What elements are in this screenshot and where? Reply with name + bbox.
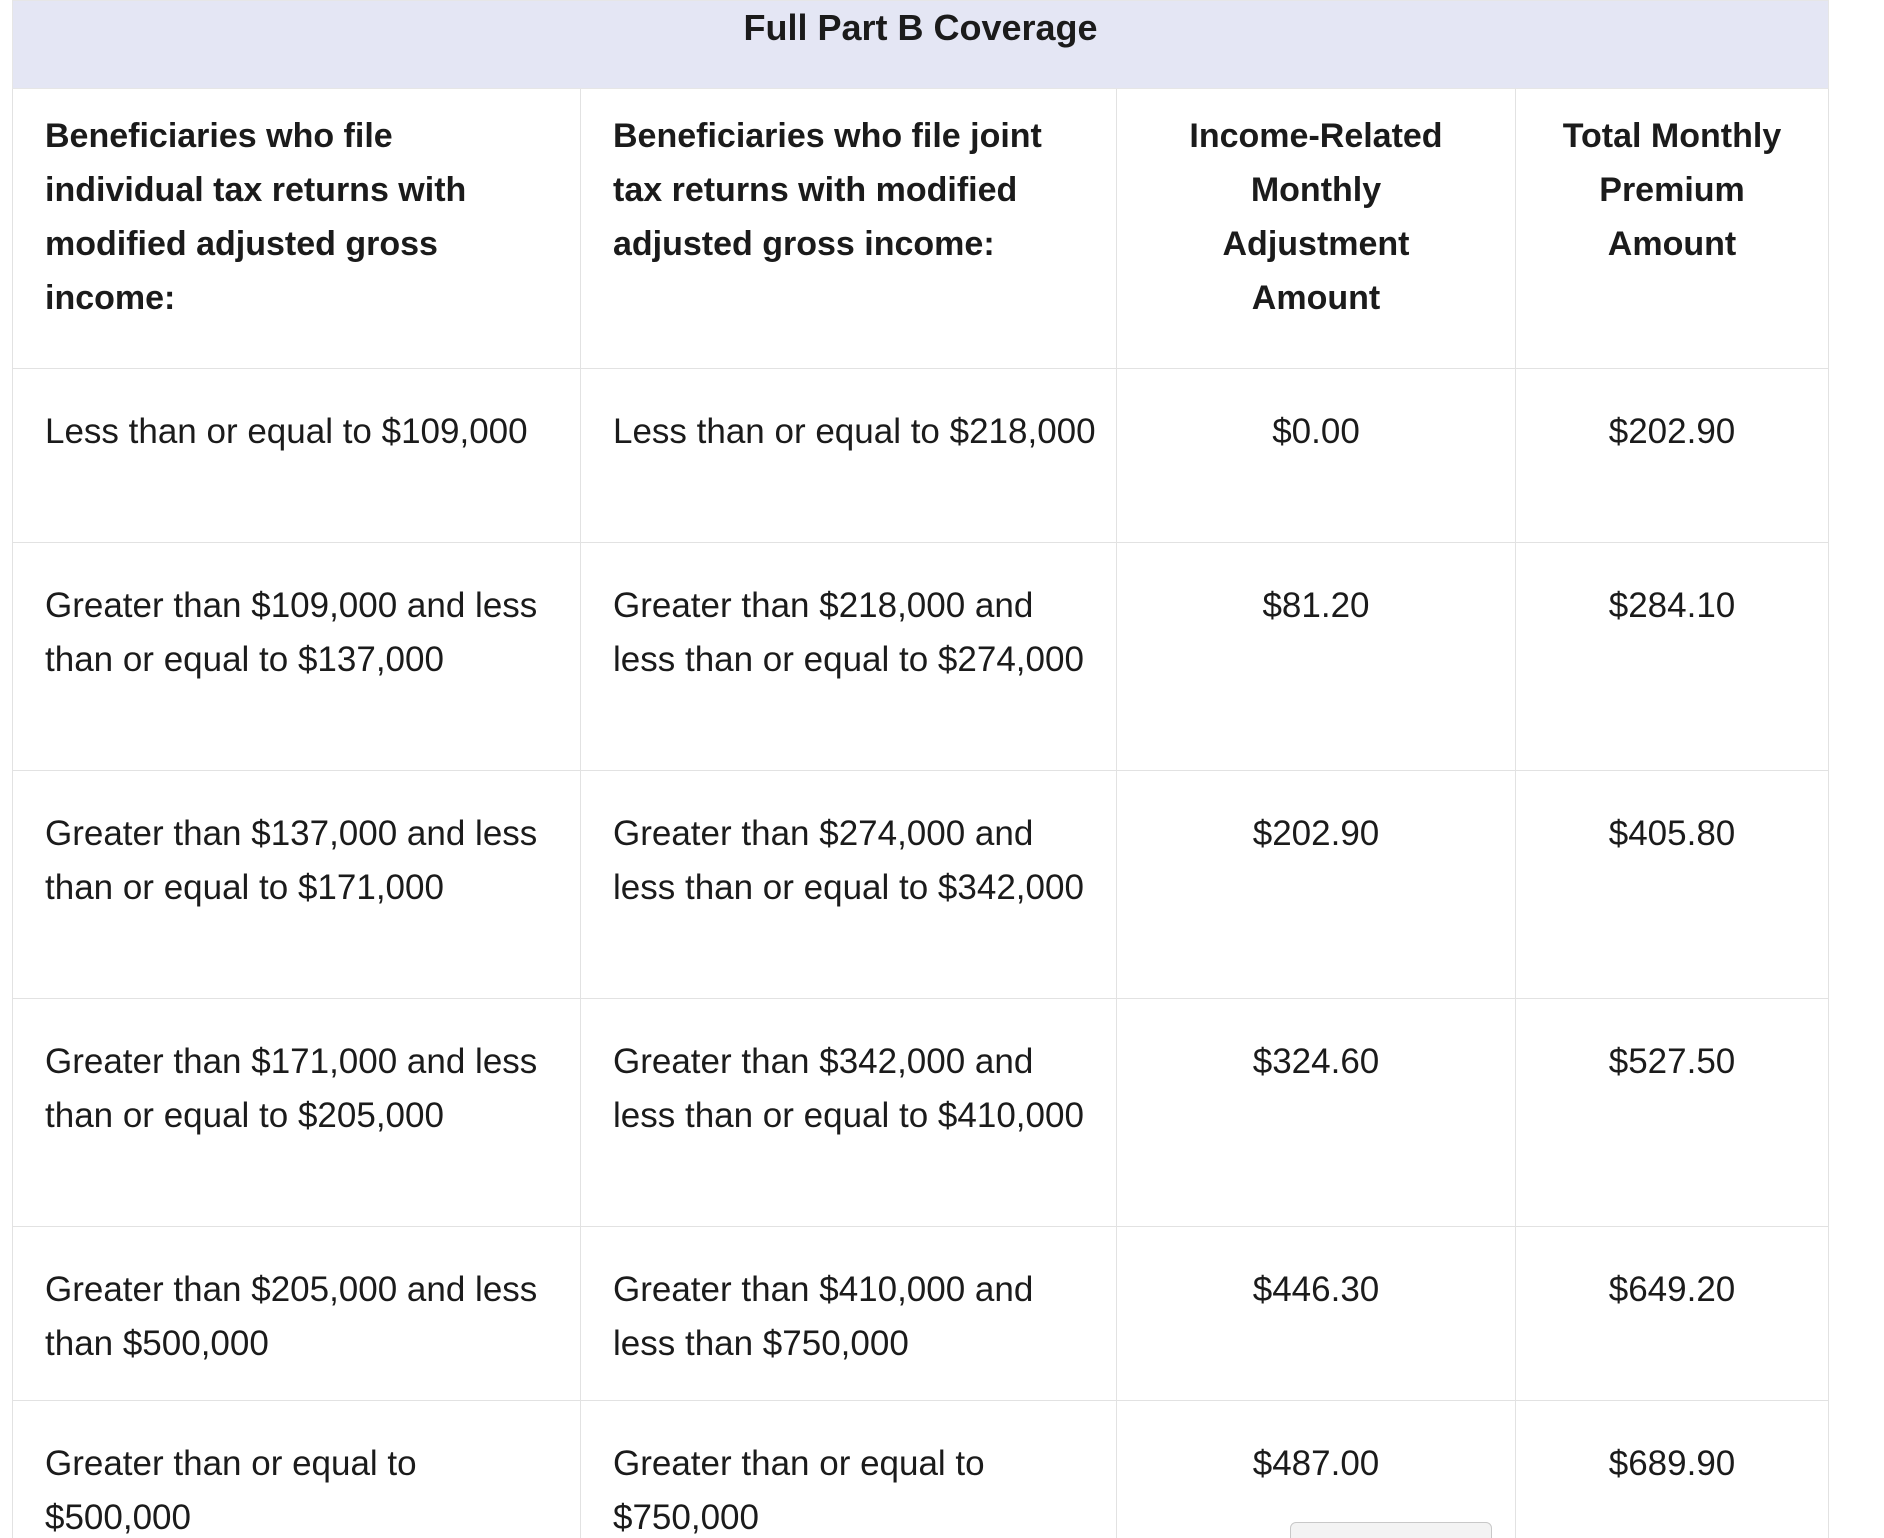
cell-joint-text: Greater than or equal to $750,000 (613, 1444, 985, 1537)
header-joint (581, 89, 1117, 369)
floating-tab-partial[interactable] (1290, 1522, 1492, 1538)
cell-irmaa-text: $81.20 (1262, 586, 1370, 625)
header-total-text: Total Monthly Premium Amount (1562, 117, 1782, 263)
table-row (13, 543, 1829, 771)
cell-individual (13, 1227, 581, 1401)
cell-total-text: $649.20 (1608, 1270, 1736, 1309)
cell-irmaa-text: $324.60 (1252, 1042, 1380, 1081)
table-title-text: Full Part B Coverage (743, 7, 1098, 48)
cell-joint-text: Greater than $218,000 and less than or equal to $274,000 (613, 586, 1084, 679)
cell-irmaa (1117, 1401, 1516, 1538)
cell-total-text: $689.90 (1608, 1444, 1736, 1483)
cell-irmaa (1117, 771, 1516, 999)
cell-irmaa (1117, 369, 1516, 543)
cell-individual-text: Greater than $137,000 and less than or equal to $171,000 (45, 814, 538, 907)
cell-individual (13, 369, 581, 543)
cell-joint-text: Greater than $342,000 and less than or equal to $410,000 (613, 1042, 1084, 1135)
cell-joint (581, 1401, 1117, 1538)
cell-total (1516, 543, 1829, 771)
cell-joint (581, 999, 1117, 1227)
cell-total (1516, 771, 1829, 999)
cell-irmaa (1117, 1227, 1516, 1401)
cell-individual-text: Greater than $205,000 and less than $500,000 (45, 1270, 538, 1363)
cell-total (1516, 1401, 1829, 1538)
header-individual (13, 89, 581, 369)
table-row (13, 999, 1829, 1227)
table-title-row (13, 1, 1829, 89)
header-joint-text: Beneficiaries who file joint tax returns with modified adjusted gross income: (613, 117, 1042, 263)
part-b-premium-table (12, 0, 1829, 1538)
cell-individual (13, 543, 581, 771)
cell-total-text: $405.80 (1608, 814, 1736, 853)
cell-individual (13, 1401, 581, 1538)
cell-total-text: $527.50 (1608, 1042, 1736, 1081)
cell-irmaa-text: $487.00 (1252, 1444, 1380, 1483)
premium-table-container (12, 0, 1828, 1538)
cell-individual (13, 771, 581, 999)
cell-irmaa-text: $446.30 (1252, 1270, 1380, 1309)
cell-joint-text: Greater than $274,000 and less than or equal to $342,000 (613, 814, 1084, 907)
header-total (1516, 89, 1829, 369)
cell-irmaa-text: $202.90 (1252, 814, 1380, 853)
table-title (13, 1, 1829, 89)
cell-joint-text: Greater than $410,000 and less than $750,000 (613, 1270, 1034, 1363)
cell-joint (581, 369, 1117, 543)
table-row (13, 771, 1829, 999)
cell-joint (581, 771, 1117, 999)
cell-joint (581, 543, 1117, 771)
cell-irmaa (1117, 999, 1516, 1227)
cell-joint (581, 1227, 1117, 1401)
cell-joint-text: Less than or equal to $218,000 (613, 412, 1096, 451)
cell-individual (13, 999, 581, 1227)
table-header-row (13, 89, 1829, 369)
header-irmaa (1117, 89, 1516, 369)
table-row (13, 1401, 1829, 1538)
header-irmaa-text: Income-Related Monthly Adjustment Amount (1189, 117, 1443, 317)
table-row (13, 369, 1829, 543)
cell-individual-text: Greater than or equal to $500,000 (45, 1444, 417, 1537)
header-individual-text: Beneficiaries who file individual tax returns with modified adjusted gross income: (45, 117, 467, 317)
cell-total-text: $284.10 (1608, 586, 1736, 625)
cell-total (1516, 1227, 1829, 1401)
cell-individual-text: Less than or equal to $109,000 (45, 412, 528, 451)
cell-irmaa-text: $0.00 (1272, 412, 1360, 451)
cell-total (1516, 999, 1829, 1227)
cell-individual-text: Greater than $109,000 and less than or equal to $137,000 (45, 586, 538, 679)
cell-total-text: $202.90 (1608, 412, 1736, 451)
cell-irmaa (1117, 543, 1516, 771)
cell-total (1516, 369, 1829, 543)
cell-individual-text: Greater than $171,000 and less than or equal to $205,000 (45, 1042, 538, 1135)
table-row (13, 1227, 1829, 1401)
